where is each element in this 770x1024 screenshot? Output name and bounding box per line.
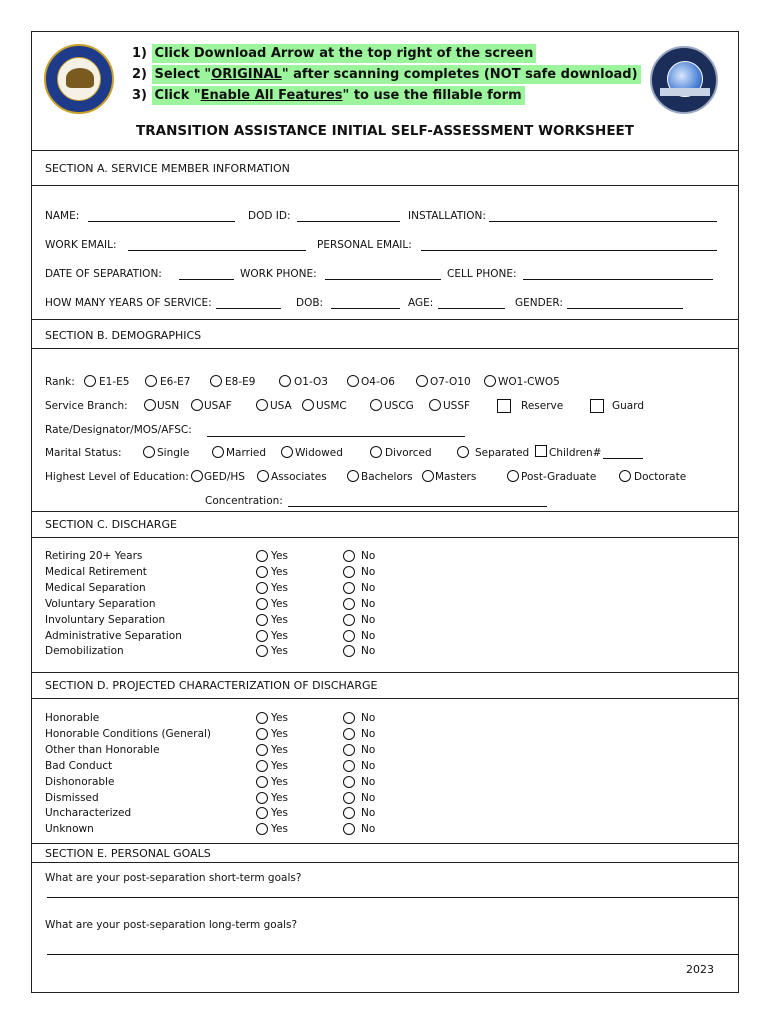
divider xyxy=(31,319,739,320)
rank-radio-o4-o6[interactable] xyxy=(347,375,359,387)
dod-id-label: DOD ID: xyxy=(248,210,291,222)
education-option-label: Associates xyxy=(271,471,327,483)
long-term-goals-field[interactable] xyxy=(47,954,739,955)
characterization-no-label: No xyxy=(361,712,376,724)
characterization-no-label: No xyxy=(361,743,376,756)
discharge-yes-label: Yes xyxy=(271,565,288,578)
rank-radio-wo1-cwo5[interactable] xyxy=(484,375,496,387)
section-a-header: SECTION A. SERVICE MEMBER INFORMATION xyxy=(45,162,290,175)
characterization-item-label: Honorable xyxy=(45,712,100,724)
rank-option-label: E1-E5 xyxy=(99,376,130,388)
branch-radio-ussf[interactable] xyxy=(429,399,441,411)
branch-option-label: USN xyxy=(157,400,180,412)
form-year: 2023 xyxy=(686,963,714,976)
education-option-label: Doctorate xyxy=(634,471,687,483)
divider xyxy=(31,511,739,512)
divider xyxy=(31,348,739,349)
branch-radio-usaf[interactable] xyxy=(191,399,203,411)
characterization-yes-radio[interactable] xyxy=(256,728,268,740)
characterization-yes-label: Yes xyxy=(271,727,288,740)
discharge-yes-radio[interactable] xyxy=(256,566,268,578)
gender-field[interactable] xyxy=(567,308,683,309)
rank-option-label: E8-E9 xyxy=(225,376,256,388)
discharge-no-label: No xyxy=(361,597,376,610)
divider xyxy=(31,672,739,673)
branch-radio-uscg[interactable] xyxy=(370,399,382,411)
marital-radio-divorced[interactable] xyxy=(370,446,382,458)
age-field[interactable] xyxy=(438,308,505,309)
characterization-item-label: Uncharacterized xyxy=(45,807,132,820)
characterization-item-label: Bad Conduct xyxy=(45,759,113,772)
characterization-yes-label: Yes xyxy=(271,775,288,788)
personal-email-field[interactable] xyxy=(421,250,717,251)
discharge-yes-label: Yes xyxy=(271,581,288,594)
discharge-no-label: No xyxy=(361,565,376,578)
rate-designator-field[interactable] xyxy=(207,436,465,437)
divider xyxy=(31,862,739,863)
reserve-checkbox[interactable] xyxy=(497,399,511,413)
characterization-no-label: No xyxy=(361,727,376,740)
discharge-item-label: Retiring 20+ Years xyxy=(45,550,143,562)
discharge-yes-radio[interactable] xyxy=(256,582,268,594)
work-phone-label: WORK PHONE: xyxy=(240,268,317,280)
discharge-no-label: No xyxy=(361,550,376,562)
discharge-item-label: Involuntary Separation xyxy=(45,613,166,626)
discharge-no-label: No xyxy=(361,629,376,642)
discharge-yes-label: Yes xyxy=(271,550,288,562)
cell-phone-label: CELL PHONE: xyxy=(447,268,517,280)
branch-radio-usn[interactable] xyxy=(144,399,156,411)
education-radio-post-graduate[interactable] xyxy=(507,470,519,482)
marital-option-label: Married xyxy=(226,447,266,459)
rank-option-label: O1-O3 xyxy=(294,376,328,388)
education-radio-doctorate[interactable] xyxy=(619,470,631,482)
work-phone-field[interactable] xyxy=(325,279,441,280)
characterization-no-radio[interactable] xyxy=(343,760,355,772)
discharge-no-label: No xyxy=(361,613,376,626)
education-option-label: GED/HS xyxy=(204,471,245,483)
date-of-separation-field[interactable] xyxy=(179,279,234,280)
installation-label: INSTALLATION: xyxy=(408,210,486,222)
section-e-header: SECTION E. PERSONAL GOALS xyxy=(45,847,211,860)
discharge-item-label: Medical Separation xyxy=(45,581,146,594)
characterization-yes-label: Yes xyxy=(271,759,288,772)
cell-phone-field[interactable] xyxy=(523,279,713,280)
rank-label: Rank: xyxy=(45,376,75,388)
discharge-no-radio[interactable] xyxy=(343,566,355,578)
concentration-field[interactable] xyxy=(288,506,547,507)
discharge-no-radio[interactable] xyxy=(343,582,355,594)
rank-option-label: O7-O10 xyxy=(430,376,471,388)
discharge-no-label: No xyxy=(361,645,376,658)
marital-option-label: Widowed xyxy=(295,447,343,459)
concentration-label: Concentration: xyxy=(205,495,283,507)
characterization-yes-radio[interactable] xyxy=(256,760,268,772)
section-c-header: SECTION C. DISCHARGE xyxy=(45,518,177,531)
branch-radio-usmc[interactable] xyxy=(302,399,314,411)
characterization-yes-label: Yes xyxy=(271,743,288,756)
short-term-goals-field[interactable] xyxy=(47,897,739,898)
divider xyxy=(31,537,739,538)
divider xyxy=(31,843,739,844)
children-checkbox[interactable] xyxy=(535,445,547,457)
children-label: Children# xyxy=(549,447,602,459)
characterization-yes-label: Yes xyxy=(271,712,288,724)
discharge-no-label: No xyxy=(361,581,376,594)
education-label: Highest Level of Education: xyxy=(45,471,189,483)
discharge-item-label: Medical Retirement xyxy=(45,565,147,578)
discharge-yes-label: Yes xyxy=(271,613,288,626)
service-branch-label: Service Branch: xyxy=(45,400,128,412)
guard-label: Guard xyxy=(612,400,645,412)
branch-option-label: USAF xyxy=(204,400,232,412)
discharge-item-label: Administrative Separation xyxy=(45,629,182,642)
discharge-yes-radio[interactable] xyxy=(256,598,268,610)
instruction-2: 2) Select "ORIGINAL" after scanning completes (NOT safe download) xyxy=(132,68,641,81)
dob-field[interactable] xyxy=(331,308,400,309)
years-of-service-label: HOW MANY YEARS OF SERVICE: xyxy=(45,297,212,309)
discharge-no-radio[interactable] xyxy=(343,550,355,562)
marital-status-label: Marital Status: xyxy=(45,447,122,459)
children-count-field[interactable] xyxy=(603,458,643,459)
section-d-header: SECTION D. PROJECTED CHARACTERIZATION OF DISCHARGE xyxy=(45,679,378,692)
guard-checkbox[interactable] xyxy=(590,399,604,413)
work-email-label: WORK EMAIL: xyxy=(45,239,117,251)
marital-option-label: Divorced xyxy=(385,447,432,459)
characterization-item-label: Honorable Conditions (General) xyxy=(45,727,212,740)
characterization-no-label: No xyxy=(361,759,376,772)
long-term-goals-label: What are your post-separation long-term goals? xyxy=(45,919,298,931)
discharge-yes-radio[interactable] xyxy=(256,550,268,562)
marital-option-label: Single xyxy=(157,447,190,459)
characterization-no-radio[interactable] xyxy=(343,776,355,788)
rank-radio-o1-o3[interactable] xyxy=(279,375,291,387)
characterization-item-label: Unknown xyxy=(45,823,94,836)
discharge-yes-label: Yes xyxy=(271,629,288,642)
rate-designator-label: Rate/Designator/MOS/AFSC: xyxy=(45,424,192,436)
marital-radio-widowed[interactable] xyxy=(281,446,293,458)
gender-label: GENDER: xyxy=(515,297,563,309)
branch-option-label: USA xyxy=(270,400,292,412)
short-term-goals-label: What are your post-separation short-term goals? xyxy=(45,872,302,884)
military-family-readiness-seal-icon xyxy=(650,46,718,114)
section-b-header: SECTION B. DEMOGRAPHICS xyxy=(45,329,202,342)
discharge-no-radio[interactable] xyxy=(343,614,355,626)
rank-option-label: O4-O6 xyxy=(361,376,395,388)
discharge-yes-radio[interactable] xyxy=(256,614,268,626)
education-radio-bachelors[interactable] xyxy=(347,470,359,482)
discharge-no-radio[interactable] xyxy=(343,598,355,610)
personal-email-label: PERSONAL EMAIL: xyxy=(317,239,412,251)
branch-option-label: USMC xyxy=(316,400,347,412)
characterization-no-label: No xyxy=(361,807,376,820)
divider xyxy=(31,185,739,186)
age-label: AGE: xyxy=(408,297,434,309)
branch-radio-usa[interactable] xyxy=(256,399,268,411)
characterization-no-radio[interactable] xyxy=(343,728,355,740)
education-radio-masters[interactable] xyxy=(422,470,434,482)
discharge-item-label: Voluntary Separation xyxy=(45,597,156,610)
characterization-item-label: Dismissed xyxy=(45,791,99,804)
education-option-label: Post-Graduate xyxy=(521,471,597,483)
branch-option-label: USCG xyxy=(384,400,414,412)
rank-radio-e8-e9[interactable] xyxy=(210,375,222,387)
years-of-service-field[interactable] xyxy=(216,308,281,309)
characterization-yes-radio[interactable] xyxy=(256,792,268,804)
characterization-item-label: Other than Honorable xyxy=(45,743,160,756)
characterization-yes-radio[interactable] xyxy=(256,712,268,724)
characterization-no-radio[interactable] xyxy=(343,712,355,724)
characterization-item-label: Dishonorable xyxy=(45,775,115,788)
installation-field[interactable] xyxy=(489,221,717,222)
discharge-no-radio[interactable] xyxy=(343,630,355,642)
education-radio-associates[interactable] xyxy=(257,470,269,482)
education-option-label: Masters xyxy=(435,471,477,483)
characterization-no-label: No xyxy=(361,823,376,836)
name-label: NAME: xyxy=(45,210,80,222)
form-title: TRANSITION ASSISTANCE INITIAL SELF-ASSESSMENT WORKSHEET xyxy=(136,123,634,139)
discharge-yes-label: Yes xyxy=(271,597,288,610)
marital-option-label: Separated xyxy=(475,447,530,459)
education-option-label: Bachelors xyxy=(361,471,413,483)
rank-option-label: WO1-CWO5 xyxy=(498,376,560,388)
reserve-label: Reserve xyxy=(521,400,564,412)
education-radio-ged-hs[interactable] xyxy=(191,470,203,482)
work-email-field[interactable] xyxy=(128,250,306,251)
characterization-no-radio[interactable] xyxy=(343,792,355,804)
discharge-yes-radio[interactable] xyxy=(256,630,268,642)
rank-radio-e1-e5[interactable] xyxy=(84,375,96,387)
instruction-1: 1) Click Download Arrow at the top right of the screen xyxy=(132,47,536,60)
marital-radio-single[interactable] xyxy=(143,446,155,458)
characterization-yes-radio[interactable] xyxy=(256,744,268,756)
characterization-yes-label: Yes xyxy=(271,791,288,804)
marital-radio-married[interactable] xyxy=(212,446,224,458)
characterization-no-radio[interactable] xyxy=(343,744,355,756)
discharge-item-label: Demobilization xyxy=(45,645,124,658)
characterization-yes-label: Yes xyxy=(271,807,288,820)
marital-radio-separated[interactable] xyxy=(457,446,469,458)
rank-option-label: E6-E7 xyxy=(160,376,191,388)
rank-radio-e6-e7[interactable] xyxy=(145,375,157,387)
date-of-separation-label: DATE OF SEPARATION: xyxy=(45,268,162,280)
characterization-yes-radio[interactable] xyxy=(256,776,268,788)
dob-label: DOB: xyxy=(296,297,324,309)
divider xyxy=(31,150,739,151)
characterization-no-label: No xyxy=(361,775,376,788)
department-of-defense-seal-icon xyxy=(44,44,114,114)
dod-id-field[interactable] xyxy=(297,221,400,222)
name-field[interactable] xyxy=(88,221,235,222)
characterization-no-label: No xyxy=(361,791,376,804)
rank-radio-o7-o10[interactable] xyxy=(416,375,428,387)
instruction-3: 3) Click "Enable All Features" to use the fillable form xyxy=(132,89,525,102)
discharge-yes-label: Yes xyxy=(271,645,288,658)
branch-option-label: USSF xyxy=(443,400,471,412)
divider xyxy=(31,698,739,699)
characterization-yes-label: Yes xyxy=(271,823,288,836)
